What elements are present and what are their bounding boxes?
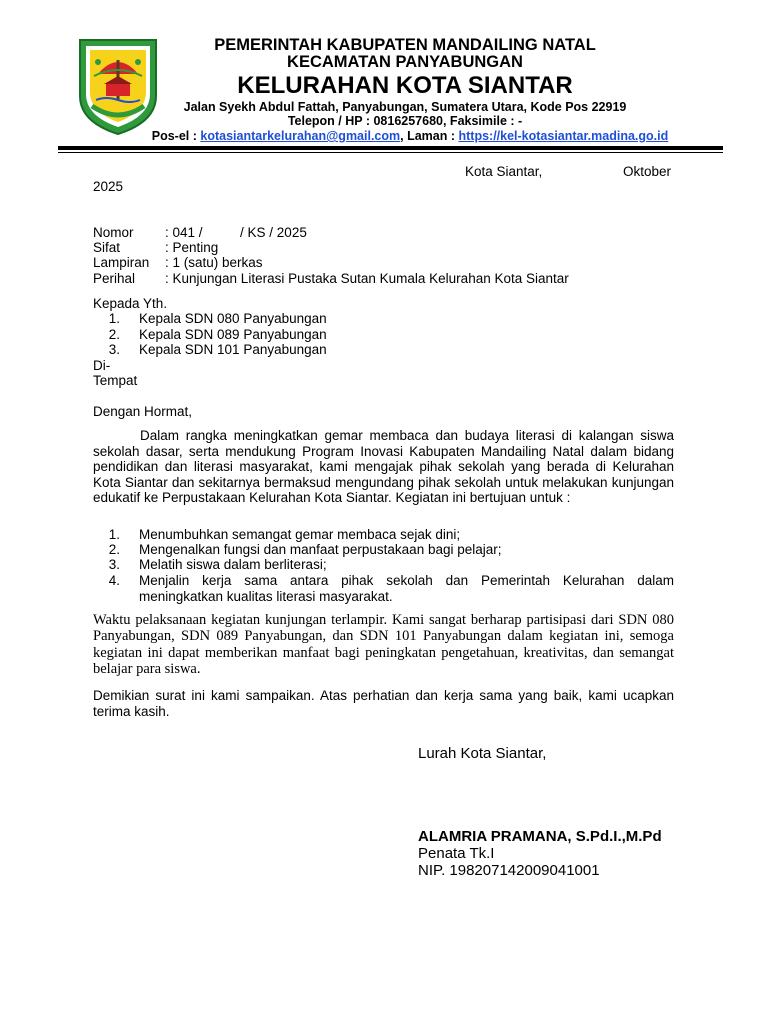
list-text: Menjalin kerja sama antara pihak sekolah dan Pemerintah Kelurahan dalam meningkatkan kualitas literasi masyarakat. [139,573,674,604]
list-number: 2. [108,542,120,557]
signature-nip: NIP. 198207142009041001 [418,862,600,879]
header-rule-thin [58,152,723,153]
list-number: 3. [108,342,120,357]
sifat-value: : Penting [165,240,219,255]
paragraph-schedule: Waktu pelaksanaan kegiatan kunjungan terlampir. Kami sangat berharap partisipasi dari SDN 080 Panyabungan, SDN 089 Panyabungan, dan SDN 101 Panyabungan dalam kegiatan ini, semoga kegiatan ini dapat memberikan manfaat bagi peningkatan pengetahuan, kreativitas, dan semangat belajar para siswa. [93,612,674,678]
greeting: Dengan Hormat, [93,404,193,419]
header-district: KECAMATAN PANYABUNGAN [287,53,523,71]
list-text: Mengenalkan fungsi dan manfaat perpustakaan bagi pelajar; [139,542,502,557]
recipient-intro: Kepada Yth. [93,296,168,311]
header-phone: Telepon / HP : 0816257680, Faksimile : - [287,114,523,128]
site-label: , Laman : [400,129,459,143]
header-village: KELURAHAN KOTA SIANTAR [237,72,573,99]
list-text: Kepala SDN 101 Panyabungan [139,342,327,357]
perihal-label: Perihal [93,271,136,286]
website-link[interactable]: https://kel-kotasiantar.madina.go.id [458,129,669,143]
signature-name: ALAMRIA PRAMANA, S.Pd.I.,M.Pd [418,828,662,845]
header-contact [110,129,710,143]
paragraph-closing: Demikian surat ini kami sampaikan. Atas perhatian dan kerja sama yang baik, kami ucapkan terima kasih. [93,688,674,719]
recipient-tempat: Tempat [93,373,138,388]
list-text: Menumbuhkan semangat gemar membaca sejak dini; [139,527,461,542]
email-label: Pos-el : [151,129,201,143]
list-number: 1. [108,527,120,542]
lampiran-value: : 1 (satu) berkas [165,255,263,270]
header-rule-thick [58,146,723,150]
recipient-di: Di- [93,358,111,373]
paragraph-intro: Dalam rangka meningkatkan gemar membaca dan budaya literasi di kalangan siswa sekolah dasar, serta mendukung Program Inovasi Kabupaten Mandailing Natal dalam bidang pendidikan dan literasi masyarakat, kami mengajak pihak sekolah yang berada di Kelurahan Kota Siantar dan sekitarnya bermaksud mengundang pihak sekolah untuk melakukan kunjungan edukatif ke Perpustakaan Kelurahan Kota Siantar. Kegiatan ini bertujuan untuk : [93,428,674,506]
list-text: Kepala SDN 089 Panyabungan [139,327,327,342]
list-number: 2. [108,327,120,342]
date-year: 2025 [93,179,124,194]
date-month: Oktober [623,164,672,179]
nomor-label: Nomor [93,225,134,240]
email-link[interactable]: kotasiantarkelurahan@gmail.com [200,129,401,143]
header-government: PEMERINTAH KABUPATEN MANDAILING NATAL [214,36,596,54]
date-place: Kota Siantar, [465,164,543,179]
header-address: Jalan Syekh Abdul Fattah, Panyabungan, Sumatera Utara, Kode Pos 22919 [183,100,627,114]
list-number: 1. [108,311,120,326]
nomor-value: : 041 / / KS / 2025 [165,225,307,240]
list-text: Melatih siswa dalam berliterasi; [139,557,327,572]
list-number: 3. [108,557,120,572]
sifat-label: Sifat [93,240,121,255]
perihal-value: : Kunjungan Literasi Pustaka Sutan Kumala Kelurahan Kota Siantar [165,271,569,286]
lampiran-label: Lampiran [93,255,150,270]
list-number: 4. [108,573,120,588]
signature-rank: Penata Tk.I [418,845,495,862]
list-text: Kepala SDN 080 Panyabungan [139,311,327,326]
signature-title: Lurah Kota Siantar, [418,745,547,762]
